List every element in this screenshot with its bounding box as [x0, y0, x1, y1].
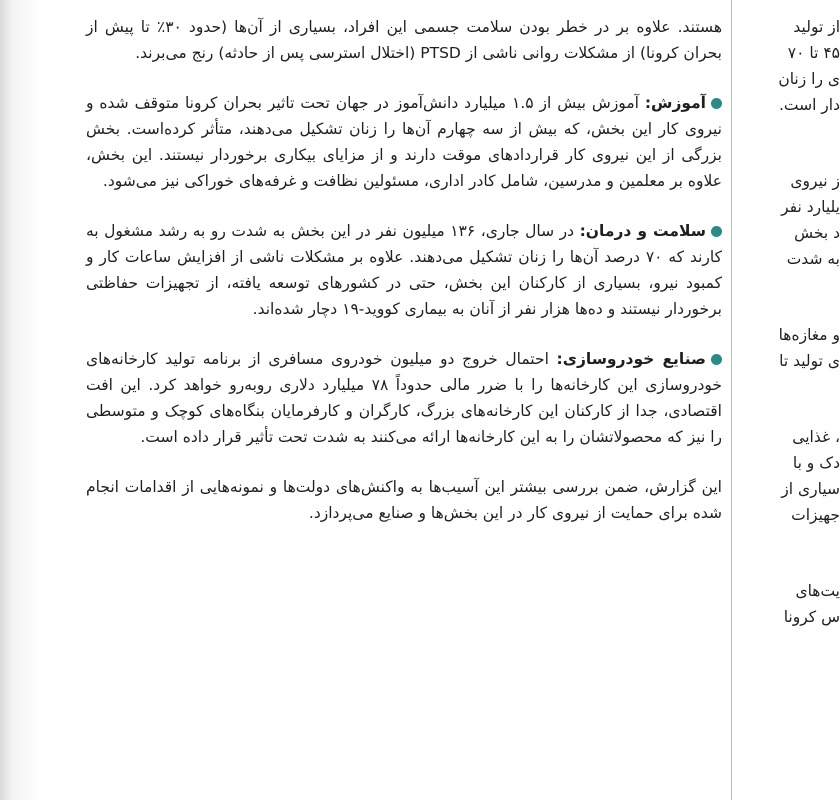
section-body: احتمال خروج دو میلیون خودروی مسافری از برنامه تولید کارخانه‌های خودروسازی این کارخانه‌ها را با ضرر مالی حدوداً ۷۸ میلیارد دلاری روبه‌رو خواهد کرد. این افت اقتصادی، جدا از کارکنان این کارخانه‌های بزرگ، کارگران و کارفرمایان بنگاه‌های کوچک و متوسطی را نیز که محصولاتشان را به این کارخانه‌ها ارائه می‌کنند به شدت تحت تأثیر قرار داده است.	[86, 350, 722, 446]
right-fragment: ی را زنان	[778, 70, 840, 88]
section-body: در سال جاری، ۱۳۶ میلیون نفر در این بخش به شدت رو به رشد مشغول به کارند که ۷۰ درصد آن‌ها را زنان تشکیل می‌دهند. علاوه بر مشکلات ناشی از افزایش ساعات کار و کمبود نیرو، بسیاری از کارکنان این بخش، حتی در کشورهای توسعه یافته، از تجهیزات حفاظتی برخوردار نیستند و ده‌ها هزار نفر از آنان به بیماری کووید-۱۹ دچار شده‌اند.	[86, 222, 722, 318]
teal-bullet-icon	[711, 354, 722, 365]
right-fragment: دک و با	[792, 454, 840, 472]
teal-bullet-icon	[711, 226, 722, 237]
closing-paragraph: این گزارش، ضمن بررسی بیشتر این آسیب‌ها به واکنش‌های دولت‌ها و نمونه‌هایی از اقدامات انجام شده برای حمایت از نیروی کار در این بخش‌ها و صنایع می‌پردازد.	[86, 478, 722, 522]
right-fragment: ، غذایی	[792, 428, 840, 446]
page-gutter-shadow	[0, 0, 86, 800]
right-fragment-group	[740, 322, 840, 374]
right-fragment: دار است.	[778, 96, 840, 114]
right-fragment-group	[740, 578, 840, 630]
right-fragment: ۴۵ تا ۷۰	[787, 44, 840, 62]
section-automotive	[86, 346, 722, 450]
main-text-column	[86, 14, 722, 550]
right-column-cropped	[740, 14, 840, 680]
right-fragment: س کرونا	[783, 608, 840, 626]
right-fragment-group	[740, 424, 840, 528]
teal-bullet-icon	[711, 98, 722, 109]
right-fragment: یت‌های	[795, 582, 840, 600]
right-fragment: و مغازه‌ها	[778, 326, 840, 344]
right-fragment-group	[740, 168, 840, 272]
right-fragment: جهیزات	[791, 506, 840, 524]
right-fragment: ی تولید تا	[779, 352, 840, 370]
intro-paragraph: هستند. علاوه بر در خطر بودن سلامت جسمی این افراد، بسیاری از آن‌ها (حدود ۳۰٪ تا پیش از بحران کرونا) از مشکلات روانی ناشی از PTSD (اختلال استرسی پس از حادثه) رنج می‌برند.	[86, 18, 723, 62]
section-body: آموزش بیش از ۱.۵ میلیارد دانش‌آموز در جهان تحت تاثیر بحران کرونا متوقف شده و نیروی کار این بخش، که بیش از سه چهارم آن‌ها را زنان تشکیل می‌دهند، متأثر کرده‌است. بخش بزرگی از این نیروی کار قراردادهای موقت دارند و از مزایای بیکاری برخوردار نیستند. این بخش، علاوه بر معلمین و مدرسین، شامل کادر اداری، مسئولین نظافت و غرفه‌های خوراکی نیز می‌شود.	[86, 94, 722, 190]
right-fragment: یلیارد نفر	[781, 198, 840, 216]
column-divider	[731, 0, 732, 800]
section-heading: آموزش:	[644, 94, 706, 112]
right-fragment: ز نیروی	[790, 172, 840, 190]
right-fragment: د بخش	[794, 224, 840, 242]
right-fragment: به شدت	[786, 250, 840, 268]
right-fragment-group	[740, 14, 840, 118]
section-education	[86, 90, 722, 194]
section-heading: سلامت و درمان:	[579, 222, 706, 240]
section-heading: صنایع خودروسازی:	[556, 350, 706, 368]
section-health	[86, 218, 722, 322]
right-fragment: سیاری از	[781, 480, 840, 498]
right-fragment: از تولید	[793, 18, 840, 36]
